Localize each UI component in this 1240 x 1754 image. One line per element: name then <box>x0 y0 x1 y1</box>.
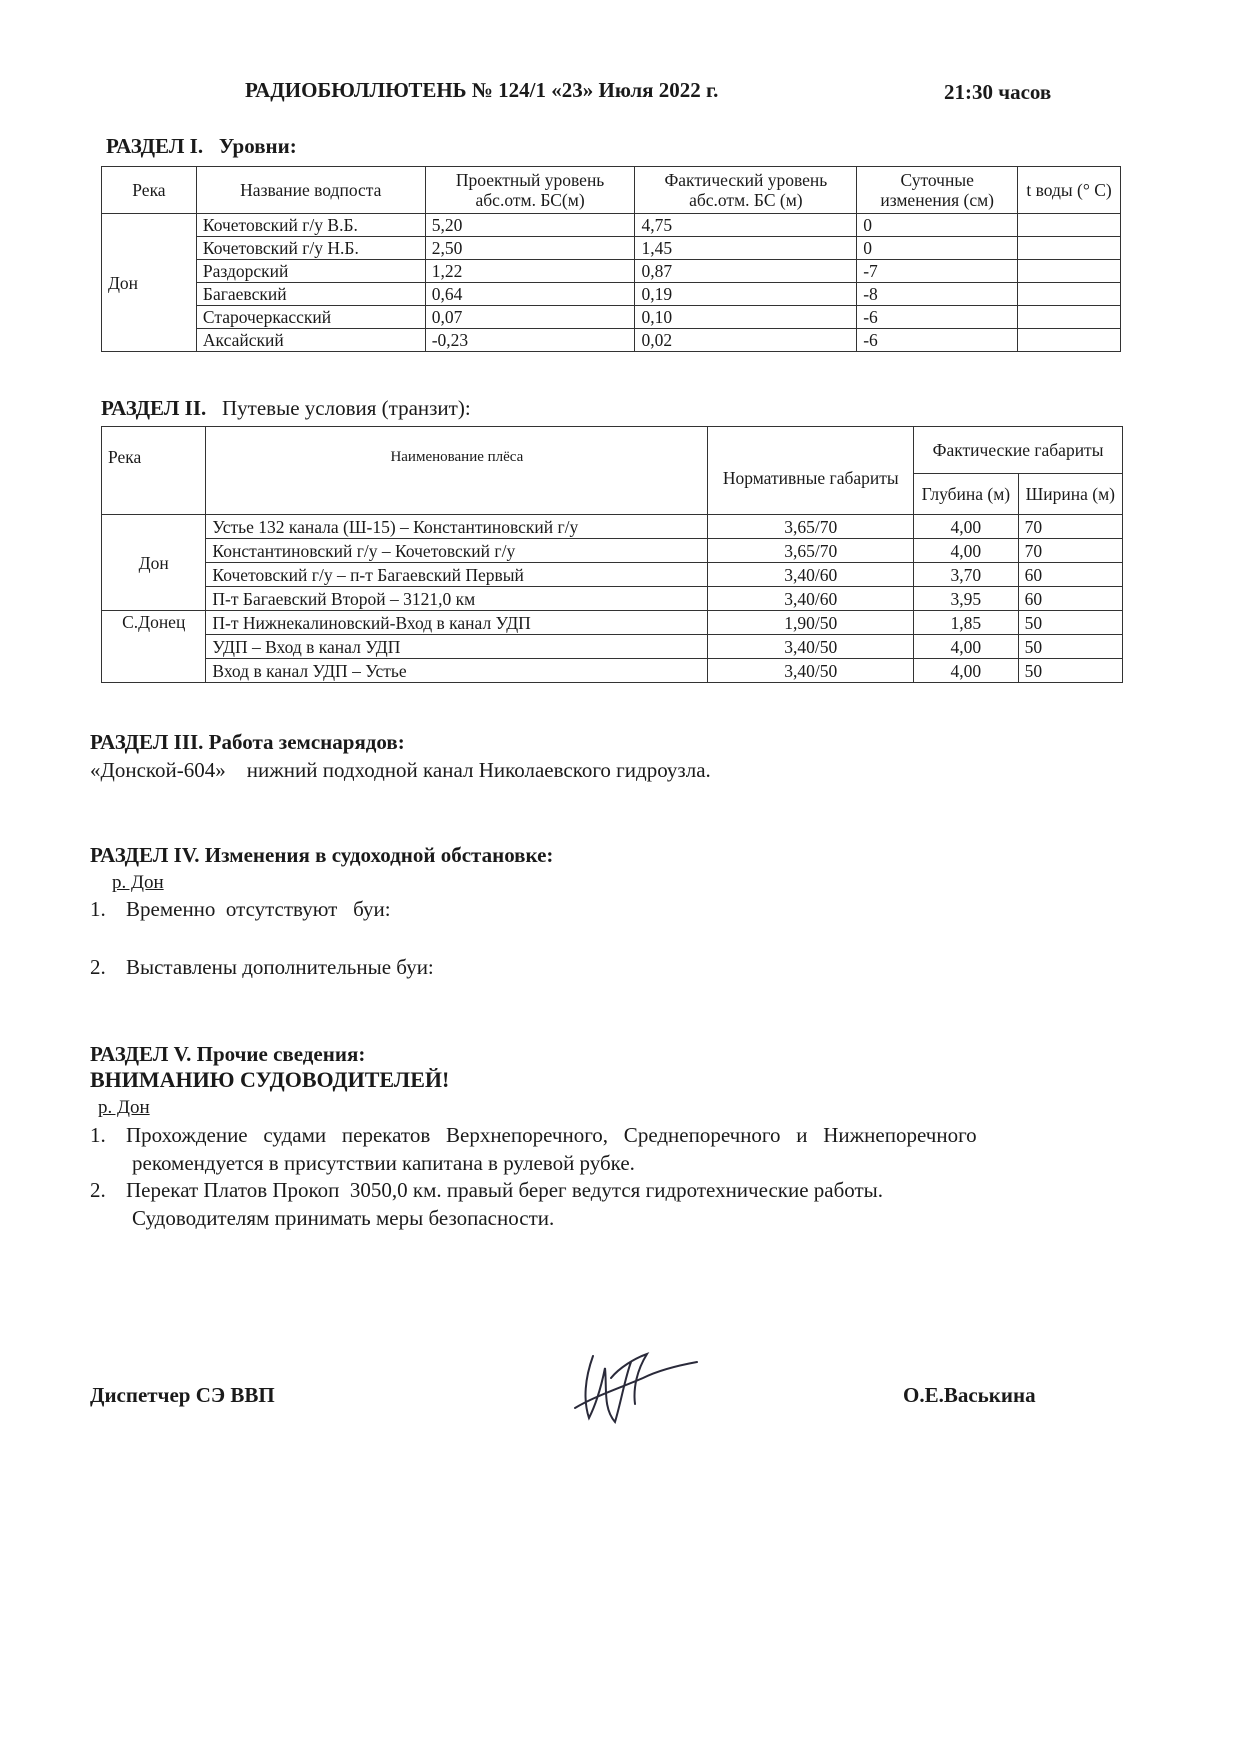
col-stretch-name: Наименование плёса <box>206 427 708 515</box>
dispatcher-name: О.Е.Васькина <box>903 1383 1036 1407</box>
project-level: 0,07 <box>425 306 635 329</box>
actual-width: 50 <box>1018 635 1122 659</box>
section1-title <box>106 134 297 159</box>
water-temp <box>1018 237 1121 260</box>
section5-title: РАЗДЕЛ V. Прочие сведения: <box>90 1042 366 1066</box>
section4-item-2 <box>90 954 434 981</box>
table-row <box>102 260 1121 283</box>
bulletin-title: РАДИОБЮЛЛЮТЕНЬ № 124/1 «23» Июля 2022 г. <box>245 78 719 102</box>
actual-depth: 4,00 <box>914 515 1018 539</box>
col-post-name: Название водпоста <box>196 167 425 214</box>
actual-level: 0,87 <box>635 260 857 283</box>
river-cell: С.Донец <box>102 611 206 683</box>
bulletin-header <box>0 78 1240 110</box>
section5-item-2-line2: Судоводителям принимать меры безопасности. <box>132 1206 555 1230</box>
post-name: Багаевский <box>196 283 425 306</box>
actual-width: 60 <box>1018 587 1122 611</box>
water-temp <box>1018 260 1121 283</box>
list-text-line1: Прохождение судами перекатов Верхнепоречного, Среднепоречного и Нижнепоречного <box>126 1123 977 1147</box>
col-project-level: Проектный уровень абс.отм. БС(м) <box>425 167 635 214</box>
water-temp <box>1018 306 1121 329</box>
list-text-line1: Перекат Платов Прокоп 3050,0 км. правый берег ведутся гидротехнические работы. <box>126 1178 884 1202</box>
stretch-name: П-т Нижнекалиновский-Вход в канал УДП <box>206 611 708 635</box>
daily-change: -7 <box>857 260 1018 283</box>
section1-heading: Уровни: <box>218 134 297 158</box>
section2-heading: Путевые условия (транзит): <box>222 396 471 420</box>
stretch-name: П-т Багаевский Второй – 3121,0 км <box>206 587 708 611</box>
daily-change: -8 <box>857 283 1018 306</box>
actual-width: 70 <box>1018 515 1122 539</box>
post-name: Кочетовский г/у В.Б. <box>196 214 425 237</box>
actual-level: 4,75 <box>635 214 857 237</box>
table-row <box>102 214 1121 237</box>
table-row <box>102 283 1121 306</box>
stretch-name: Кочетовский г/у – п-т Багаевский Первый <box>206 563 708 587</box>
section5-item-1-line2: рекомендуется в присутствии капитана в рулевой рубке. <box>132 1151 635 1175</box>
table-row <box>102 515 1123 539</box>
table-row <box>102 611 1123 635</box>
project-level: 2,50 <box>425 237 635 260</box>
route-conditions-table <box>101 426 1123 683</box>
col-river: Река <box>102 427 206 515</box>
table-row <box>102 659 1123 683</box>
section4-item-1 <box>90 896 391 923</box>
table-row <box>102 587 1123 611</box>
normative-size: 3,65/70 <box>708 539 914 563</box>
col-river: Река <box>102 167 197 214</box>
table-row <box>102 563 1123 587</box>
list-text: Выставлены дополнительные буи: <box>126 955 434 979</box>
daily-change: 0 <box>857 214 1018 237</box>
list-text: Временно отсутствуют буи: <box>126 897 391 921</box>
stretch-name: УДП – Вход в канал УДП <box>206 635 708 659</box>
bulletin-time: 21:30 часов <box>944 80 1052 104</box>
project-level: 0,64 <box>425 283 635 306</box>
river-cell: Дон <box>102 515 206 611</box>
route-table-header <box>102 427 1123 474</box>
table-row <box>102 306 1121 329</box>
actual-depth: 1,85 <box>914 611 1018 635</box>
table-row <box>102 237 1121 260</box>
normative-size: 3,40/60 <box>708 563 914 587</box>
actual-width: 50 <box>1018 611 1122 635</box>
post-name: Старочеркасский <box>196 306 425 329</box>
water-temp <box>1018 329 1121 352</box>
actual-width: 50 <box>1018 659 1122 683</box>
post-name: Кочетовский г/у Н.Б. <box>196 237 425 260</box>
normative-size: 3,65/70 <box>708 515 914 539</box>
table-row <box>102 635 1123 659</box>
daily-change: -6 <box>857 329 1018 352</box>
actual-level: 1,45 <box>635 237 857 260</box>
project-level: 5,20 <box>425 214 635 237</box>
list-number: 2. <box>90 1178 106 1202</box>
actual-width: 70 <box>1018 539 1122 563</box>
actual-width: 60 <box>1018 563 1122 587</box>
section5-river: р. Дон <box>98 1097 150 1118</box>
normative-size: 3,40/50 <box>708 659 914 683</box>
table-row <box>102 329 1121 352</box>
col-water-temp: t воды (° С) <box>1018 167 1121 214</box>
actual-depth: 4,00 <box>914 659 1018 683</box>
post-name: Раздорский <box>196 260 425 283</box>
normative-size: 3,40/60 <box>708 587 914 611</box>
section3-title: РАЗДЕЛ III. Работа земснарядов: <box>90 730 405 754</box>
stretch-name: Константиновский г/у – Кочетовский г/у <box>206 539 708 563</box>
list-number: 1. <box>90 1123 106 1147</box>
stretch-name: Вход в канал УДП – Устье <box>206 659 708 683</box>
actual-level: 0,10 <box>635 306 857 329</box>
col-depth: Глубина (м) <box>914 474 1018 515</box>
actual-level: 0,19 <box>635 283 857 306</box>
project-level: 1,22 <box>425 260 635 283</box>
col-normative: Нормативные габариты <box>708 427 914 515</box>
water-temp <box>1018 283 1121 306</box>
list-number: 1. <box>90 897 106 921</box>
normative-size: 1,90/50 <box>708 611 914 635</box>
col-actual-level: Фактический уровень абс.отм. БС (м) <box>635 167 857 214</box>
attention-notice: ВНИМАНИЮ СУДОВОДИТЕЛЕЙ! <box>90 1067 450 1092</box>
levels-table <box>101 166 1121 352</box>
river-cell: Дон <box>102 214 197 352</box>
normative-size: 3,40/50 <box>708 635 914 659</box>
col-width: Ширина (м) <box>1018 474 1122 515</box>
section2-label: РАЗДЕЛ II. <box>101 396 207 420</box>
section5-item-1 <box>90 1122 1190 1149</box>
actual-depth: 3,70 <box>914 563 1018 587</box>
post-name: Аксайский <box>196 329 425 352</box>
actual-depth: 3,95 <box>914 587 1018 611</box>
project-level: -0,23 <box>425 329 635 352</box>
signature-image <box>565 1348 705 1430</box>
col-actual: Фактические габариты <box>914 427 1123 474</box>
section4-title: РАЗДЕЛ IV. Изменения в судоходной обстановке: <box>90 843 554 867</box>
actual-depth: 4,00 <box>914 635 1018 659</box>
table-row <box>102 539 1123 563</box>
levels-table-header <box>102 167 1121 214</box>
daily-change: -6 <box>857 306 1018 329</box>
actual-level: 0,02 <box>635 329 857 352</box>
dispatcher-position: Диспетчер СЭ ВВП <box>90 1383 275 1407</box>
section2-title <box>101 396 471 421</box>
section3-text: «Донской-604» нижний подходной канал Николаевского гидроузла. <box>90 758 711 782</box>
stretch-name: Устье 132 канала (Ш-15) – Константиновский г/у <box>206 515 708 539</box>
col-daily-change: Суточные изменения (см) <box>857 167 1018 214</box>
water-temp <box>1018 214 1121 237</box>
daily-change: 0 <box>857 237 1018 260</box>
list-number: 2. <box>90 955 106 979</box>
section4-river: р. Дон <box>112 872 164 893</box>
section5-item-2 <box>90 1177 883 1204</box>
section1-label: РАЗДЕЛ I. <box>106 134 204 158</box>
actual-depth: 4,00 <box>914 539 1018 563</box>
